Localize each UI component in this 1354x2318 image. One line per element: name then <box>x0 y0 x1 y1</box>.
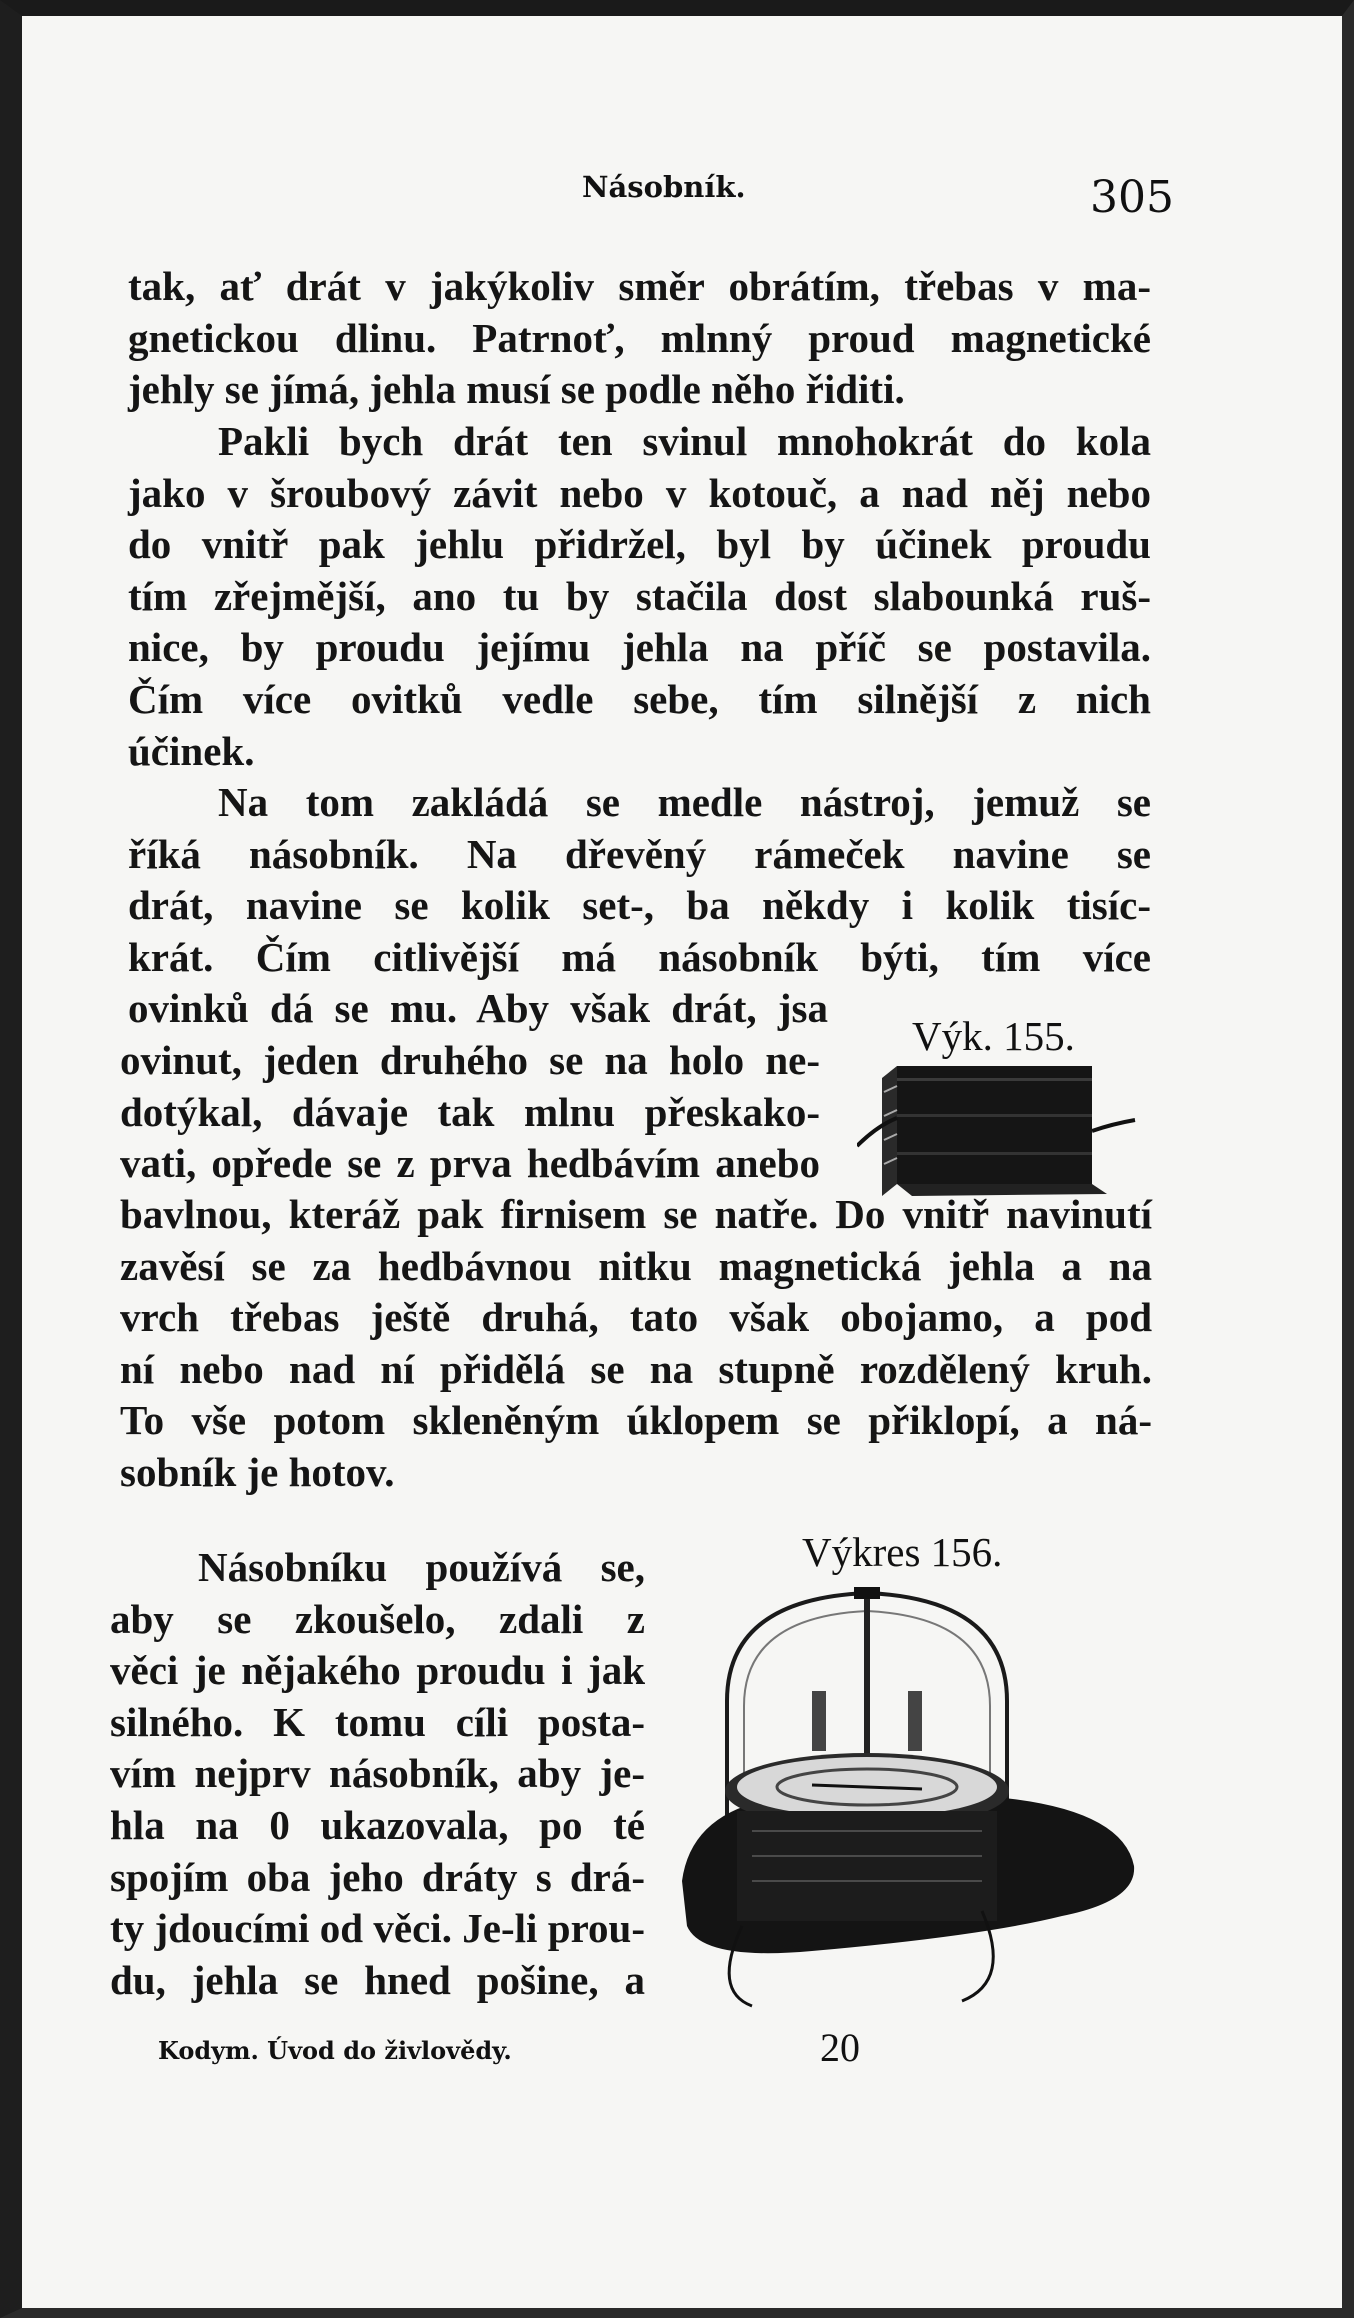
text-line: jehly se jímá, jehla musí se podle něho řiditi. <box>128 366 905 413</box>
text-line: věci je nějakého proudu i jak <box>110 1647 645 1694</box>
text-line: jako v šroubový závit nebo v kotouč, a nad něj nebo <box>128 469 1151 516</box>
text-line: říká násobník. Na dřevěný rámeček navine se <box>128 830 1151 877</box>
text-line: To vše potom skleněným úklopem se přiklopí, a ná- <box>120 1397 1152 1444</box>
text-line: vati, opřede se z prva hedbávím anebo <box>120 1140 820 1187</box>
text-line: ovinků dá se mu. Aby však drát, jsa <box>128 985 828 1032</box>
coil-frame-icon <box>857 1056 1142 1206</box>
text-line: vrch třebas ještě druhá, tato však obojamo, a pod <box>120 1294 1152 1341</box>
text-line: gnetickou dlinu. Patrnoť, mlnný proud magnetické <box>128 314 1151 361</box>
text-line: aby se zkoušelo, zdali z <box>110 1595 645 1642</box>
text-line: Pakli bych drát ten svinul mnohokrát do kola <box>218 418 1151 464</box>
text-line: krát. Čím citlivější má násobník býti, tím více <box>128 933 1151 980</box>
text-line: ovinut, jeden druhého se na holo ne- <box>120 1037 820 1083</box>
text-line: Násobníku používá se, <box>198 1544 645 1590</box>
text-line: vím nejprv násobník, aby je- <box>110 1750 645 1797</box>
text-line: ní nebo nad ní přidělá se na stupně rozdělený kruh. <box>120 1345 1152 1392</box>
sheet-mark: 20 <box>820 2025 860 2070</box>
text-line: dotýkal, dávaje tak mlnu přeskako- <box>120 1088 820 1135</box>
figure-156-caption: Výkres 156. <box>802 1529 1003 1575</box>
page-number: 305 <box>1090 172 1174 223</box>
text-line: bavlnou, kteráž pak firnisem se natře. Do vnitř navinutí <box>120 1191 1152 1237</box>
text-line: du, jehla se hned pošine, a <box>110 1956 645 2003</box>
text-line: Na tom zakládá se medle nástroj, jemuž se <box>218 779 1151 825</box>
printer-signature: Kodym. Úvod do živlovědy. <box>158 2036 512 2065</box>
text-line: spojím oba jeho dráty s drá- <box>110 1853 645 1900</box>
text-line: silného. K tomu cíli posta- <box>110 1698 645 1745</box>
text-line: nice, by proudu jejímu jehla na příč se postavila. <box>128 624 1151 671</box>
text-line: tím zřejmější, ano tu by stačila dost slabounká ruš- <box>128 572 1151 619</box>
text-line: hla na 0 ukazovala, po té <box>110 1801 645 1848</box>
text-line: zavěsí se za hedbávnou nitku magnetická jehla a na <box>120 1242 1152 1289</box>
text-line: drát, navine se kolik set-, ba někdy i kolik tisíc- <box>128 882 1151 929</box>
galvanometer-icon <box>682 1581 1162 2011</box>
text-line: tak, ať drát v jakýkoliv směr obrátím, třebas v ma- <box>128 263 1151 309</box>
paragraph-4-continued <box>120 1189 1152 1499</box>
text-line: Čím více ovitků vedle sebe, tím silnější z nich <box>128 675 1151 722</box>
paragraph-3 <box>128 777 1151 1035</box>
text-line: účinek. <box>128 727 255 774</box>
text-line: ty jdoucími od věci. Je-li prou- <box>110 1905 645 1952</box>
paragraph-5 <box>110 1542 645 2006</box>
text-line: do vnitř pak jehlu přidržel, byl by účinek proudu <box>128 521 1151 568</box>
paragraph-2 <box>128 416 1151 777</box>
paragraph-4-wrap <box>120 1035 820 1190</box>
paragraph-1 <box>128 261 1151 416</box>
text-line: sobník je hotov. <box>120 1448 395 1495</box>
running-title: Násobník. <box>582 170 746 204</box>
figure-155-caption: Výk. 155. <box>912 1013 1075 1059</box>
